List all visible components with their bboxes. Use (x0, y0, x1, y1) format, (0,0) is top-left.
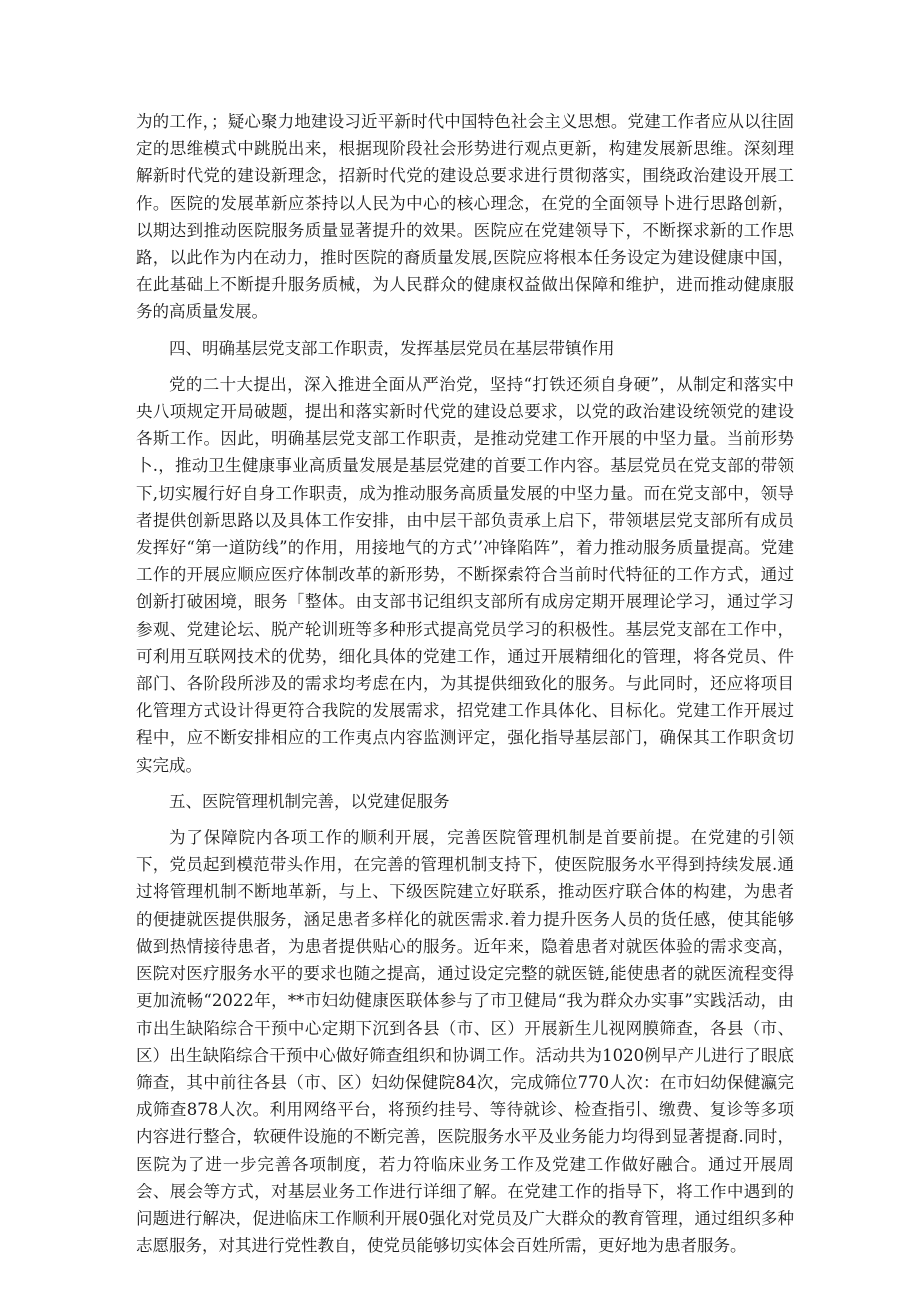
section-heading-5: 五、医院管理机制完善，以党建促服务 (169, 791, 450, 811)
paragraph-grassroots-branch: 党的二十大提出，深入推进全面从严治党，坚持“打铁还须自身硬”，从制定和落实中央八项规定开局破题，提出和落实新时代党的建设总要求，以党的政治建设统领党的建设各斯工作。因此，明确基层党支部工作职责，是推动党建工作开展的中坚力量。当前形势卜.，推动卫生健康事业高质量发展是基层党建的首要工作内容。基层党员在党支部的带领下,切实履行好自身工作职责，成为推动服务高质量发展的中坚力量。而在党支部中，领导者提供创新思路以及具体工作安排，由中层干部负责承上启下，带领堪层党支部所有成员发挥好“第一道防线”的作用，用接地气的方式’’冲锋陷阵”，着力推动服务质量提高。党建工作的开展应顺应医疗体制改革的新形势，不断探索符合当前时代特征的工作方式，通过创新打破困境，眼务「整体。由支部书记组织支部所有成房定期开展理论学习，通过学习参观、党建论坛、脱产轮训班等多种形式提高党员学习的积极性。基层党支部在工作中，可利用互联网技术的优势，细化具体的党建工作，通过开展精细化的管理，将各党员、件部门、各阶段所涉及的需求均考虑在内，为其提供细致化的服务。与此同时，还应将项目化管理方式设计得更符合我院的发展需求，招党建工作具体化、目标化。党建工作开展过程中，应不断安排相应的工作夷点内容监测评定，强化指导基层部门，确保其工作职贪切实完成。 (136, 374, 794, 775)
document-page (136, 108, 794, 1259)
section-heading-4: 四、明确基层党支部工作职责，发挥基层党员在基层带镇作用 (169, 338, 615, 358)
paragraph-party-building-thought: 为的工作，；疑心聚力地建设习近平新时代中国特色社会主义思想。党建工作者应从以往固定的思维模式中跳脱出来，根据现阶段社会形势进行观点更新，构建发展新思维。深刻理解新时代党的建设新理念，招新时代党的建设总要求进行贯彻落实，围绕政治建设开展工作。医院的发展革新应茶持以人民为中心的核心理念，在党的全面领导卜进行思路创新，以期达到推动医院服务质量显著提升的效果。医院应在党建领导下，不断探求新的工作思路，以此作为内在动力，推时医院的裔质量发展,医院应将根本任务设定为建设健康中国，在此基础上不断提升服务质械，为人民群众的健康权益做出保障和维护，进而推动健康服务的高质量发展。 (136, 112, 794, 322)
spacer (136, 362, 794, 371)
spacer (136, 326, 794, 335)
spacer (136, 815, 794, 824)
spacer (136, 779, 794, 788)
paragraph-hospital-management: 为了保障院内各项工作的顺利开展，完善医院管理机制是首要前提。在党建的引领下，党员起到模范带头作用，在完善的管理机制支持下，使医院服务水平得到持续发展.通过将管理机制不断地革新，与上、下级医院建立好联系，推动医疗联合体的构建，为患者的便捷就医提供服务，涵足患者多样化的就医需求.着力提升医务人员的货任感，使其能够做到热情接待患者，为患者提供贴心的服务。近年来，隐着患者对就医体验的需求变高，医院对医疗服务水平的要求也随之提高，通过设定完整的就医链,能使患者的就医流程变得更加流畅“2022年，**市妇幼健康医联体参与了市卫健局“我为群众办实事”实践活动，由市出生缺陷综合干预中心定期下沉到各县（市、区）开展新生儿视网膜筛查，各县（市、区）出生缺陷综合干预中心做好筛查组织和协调工作。活动共为1020例早产儿进行了眼底筛查，其中前往各县（市、区）妇幼保健院84次，完成筛位770人次：在市妇幼保健瀛完成筛查878人次。利用网络平台，将预约挂号、等待就诊、检查指引、缴费、复诊等多项内容进行整合，软硬件设施的不断完善，医院服务水平及业务能力均得到显著提裔.同时，医院为了进一步完善各项制度，若力符临床业务工作及党建工作做好融合。通过开展周会、展会等方式，对基层业务工作进行详细了解。在党建工作的指导下，将工作中遇到的问题进行解决，促进临床工作顺利开展0强化对党员及广大群众的教育管理，通过组织多种志愿服务，对其进行党性教自，使党员能够切实体会百姓所需，更好地为患者服务。 (136, 828, 794, 1256)
